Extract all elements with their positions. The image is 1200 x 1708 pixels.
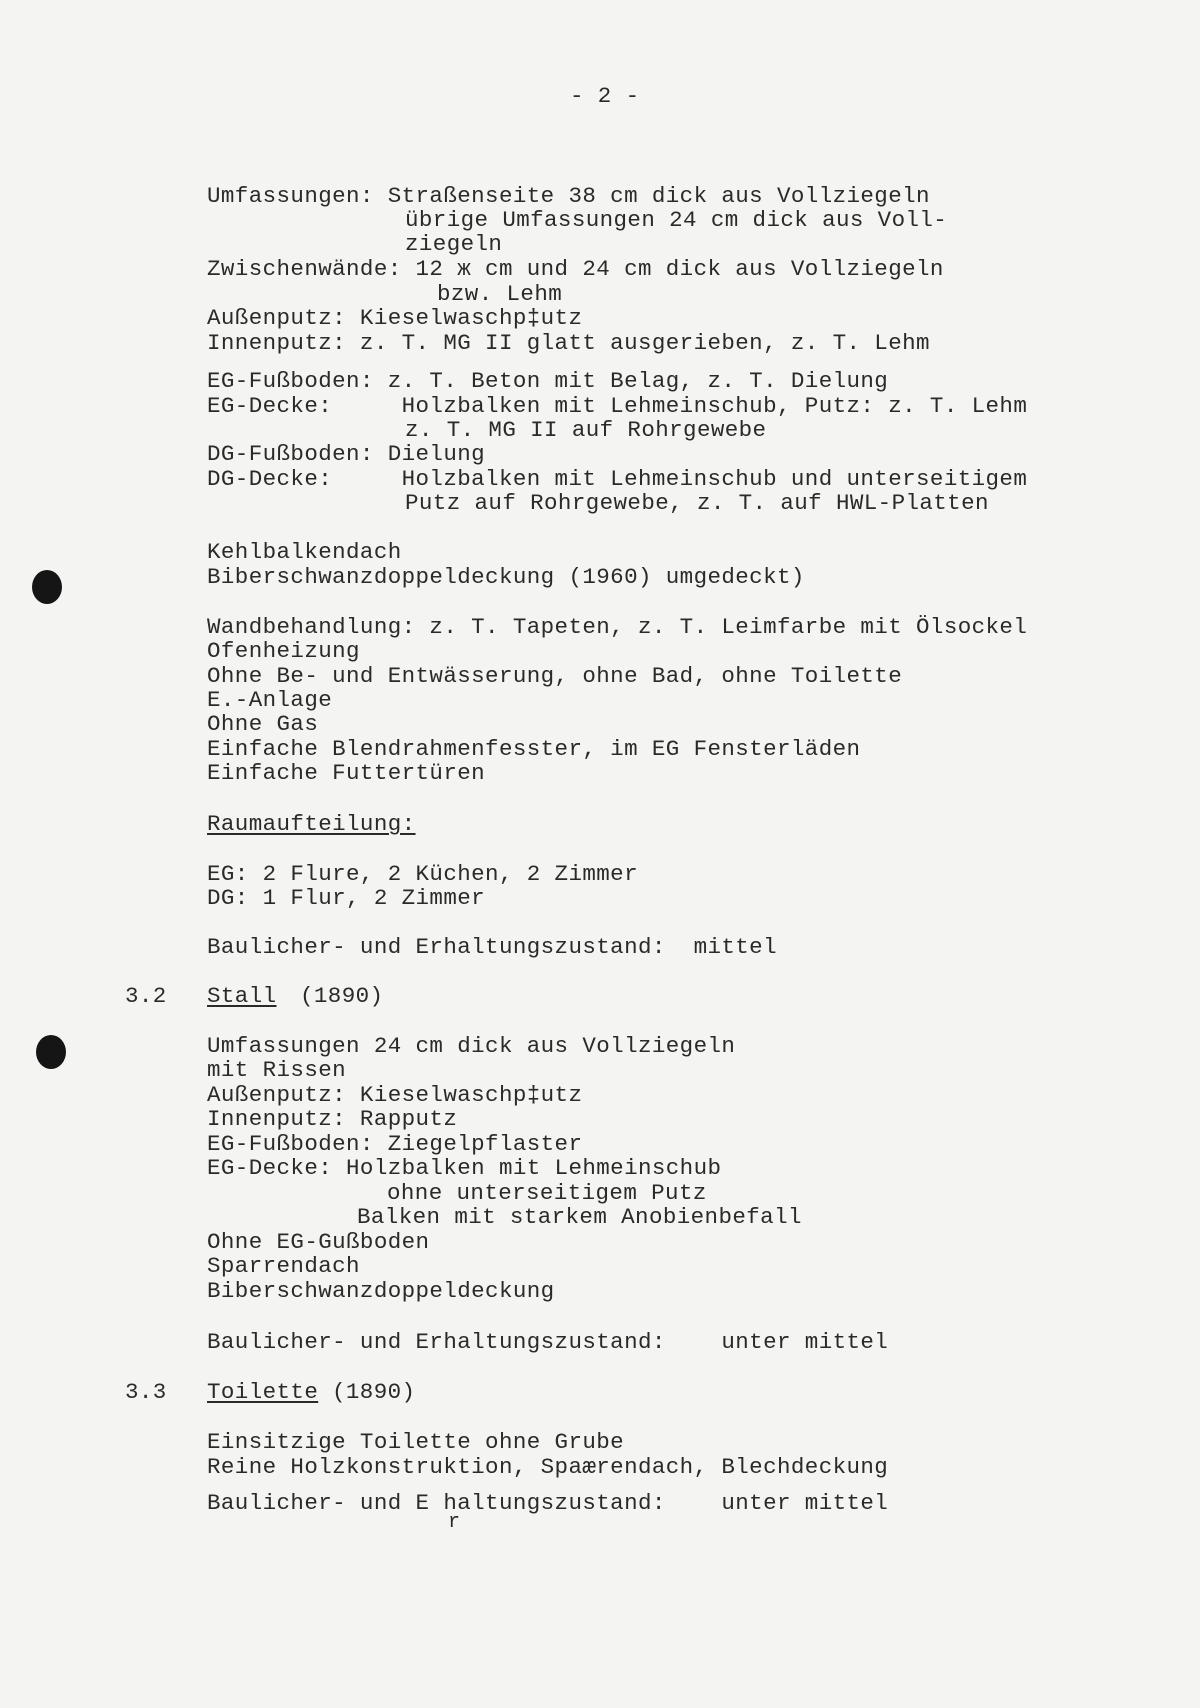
text-line: Kehlbalkendach <box>207 539 402 565</box>
text-line: Balken mit starkem Anobienbefall <box>357 1204 802 1230</box>
text-line: mit Rissen <box>207 1057 347 1083</box>
punch-hole-top <box>32 570 62 604</box>
section-number: 3.2 <box>125 983 167 1009</box>
punch-hole-bottom <box>36 1035 66 1069</box>
text-line: z. T. MG II auf Rohrgewebe <box>405 417 767 443</box>
text-line: Zwischenwände: 12 ж cm und 24 cm dick aus Vollziegeln <box>207 256 944 282</box>
page-number: - 2 - <box>570 83 640 109</box>
text-line: ohne unterseitigem Putz <box>387 1180 707 1206</box>
section-year: (1890) <box>300 983 384 1009</box>
text-line: DG-Decke: Holzbalken mit Lehmeinschub und unterseitigem <box>207 466 1028 492</box>
text-line: Biberschwanzdoppeldeckung (1960) umgedeckt) <box>207 564 805 590</box>
section-year: (1890) <box>332 1379 416 1405</box>
text-line: Ohne EG-Gußboden <box>207 1229 430 1255</box>
text-line: Umfassungen 24 cm dick aus Vollziegeln <box>207 1033 736 1059</box>
text-line: E.-Anlage <box>207 687 333 713</box>
text-line: EG-Fußboden: Ziegelpflaster <box>207 1131 583 1157</box>
text-line: bzw. Lehm <box>437 281 563 307</box>
text-line: Baulicher- und Erhaltungszustand: mittel <box>207 934 777 960</box>
section-heading-raumaufteilung: Raumaufteilung: <box>207 811 416 837</box>
text-line: ziegeln <box>405 231 503 257</box>
text-line: Innenputz: z. T. MG II glatt ausgerieben, z. T. Lehm <box>207 330 930 356</box>
text-line: Sparrendach <box>207 1253 360 1279</box>
text-line: Putz auf Rohrgewebe, z. T. auf HWL-Platten <box>405 490 989 516</box>
text-line: Umfassungen: Straßenseite 38 cm dick aus Vollziegeln <box>207 183 930 209</box>
text-line: Baulicher- und E haltungszustand: unter mittel <box>207 1490 889 1516</box>
section-heading-stall: Stall <box>207 983 277 1009</box>
text-line: Ohne Gas <box>207 711 319 737</box>
text-line: Einfache Futtertüren <box>207 760 486 786</box>
text-line: Baulicher- und Erhaltungszustand: unter mittel <box>207 1329 889 1355</box>
text-line: Ohne Be- und Entwässerung, ohne Bad, ohne Toilette <box>207 663 903 689</box>
text-line: Biberschwanzdoppeldeckung <box>207 1278 555 1304</box>
section-number: 3.3 <box>125 1379 167 1405</box>
text-line: Ofenheizung <box>207 638 360 664</box>
text-line: Außenputz: Kieselwaschp‡utz <box>207 305 583 331</box>
subscript-correction: r <box>448 1511 461 1534</box>
text-line: EG-Fußboden: z. T. Beton mit Belag, z. T. Dielung <box>207 368 889 394</box>
text-line: EG: 2 Flure, 2 Küchen, 2 Zimmer <box>207 861 638 887</box>
text-line: Reine Holzkonstruktion, Spaærendach, Blechdeckung <box>207 1454 889 1480</box>
text-line: EG-Decke: Holzbalken mit Lehmeinschub, Putz: z. T. Lehm <box>207 393 1028 419</box>
text-line: übrige Umfassungen 24 cm dick aus Voll- <box>405 207 948 233</box>
text-line: Einsitzige Toilette ohne Grube <box>207 1429 625 1455</box>
text-line: Außenputz: Kieselwaschp‡utz <box>207 1082 583 1108</box>
text-line: Wandbehandlung: z. T. Tapeten, z. T. Leimfarbe mit Ölsockel <box>207 614 1028 640</box>
text-line: EG-Decke: Holzbalken mit Lehmeinschub <box>207 1155 722 1181</box>
section-heading-toilette: Toilette <box>207 1379 319 1405</box>
text-line: DG-Fußboden: Dielung <box>207 441 486 467</box>
text-line: DG: 1 Flur, 2 Zimmer <box>207 885 486 911</box>
text-line: Einfache Blendrahmenfesster, im EG Fensterläden <box>207 736 861 762</box>
text-line: Innenputz: Rapputz <box>207 1106 458 1132</box>
